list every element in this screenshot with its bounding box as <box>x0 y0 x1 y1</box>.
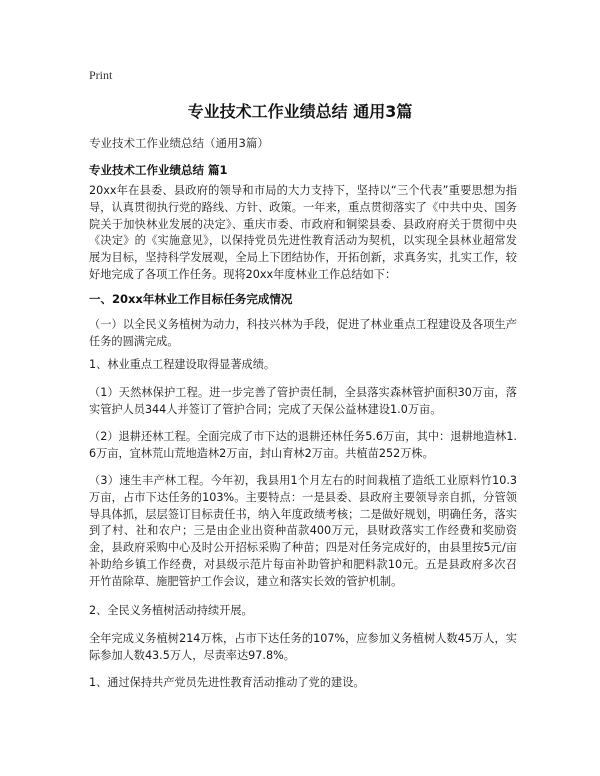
paragraph-2-text: 1、林业重点工程建设取得显著成绩。 <box>89 358 276 371</box>
heading-part-1: 一、20xx年林业工作目标任务完成情况 <box>89 292 293 306</box>
paragraph-3-text: （1）天然林保护工程。进一步完善了管护责任制，全县落实森林管护面积30万亩，落实管护人员344人并签订了管护合同；完成了天保公益林建设1.0万亩。 <box>89 386 517 416</box>
paragraph-7-text: 全年完成义务植树214万株，占市下达任务的107%，应参加义务植树人数45万人，实际参加人数43.5万人，尽责率达97.8%。 <box>89 632 517 662</box>
paragraph-2 <box>89 357 517 374</box>
print-link[interactable]: Print <box>89 68 113 82</box>
paragraph-7 <box>89 631 517 665</box>
paragraph-4-text: （2）退耕还林工程。全面完成了市下达的退耕还林任务5.6万亩，其中：退耕地造林1.6万亩，宜林荒山荒地造林2万亩，封山育林2万亩。共植苗252万株。 <box>89 430 517 460</box>
paragraph-8-text: 1、通过保持共产党员先进性教育活动推动了党的建设。 <box>89 676 365 689</box>
intro-paragraph <box>89 183 517 284</box>
paragraph-4 <box>89 429 517 463</box>
paragraph-5 <box>89 473 517 591</box>
document-title: 专业技术工作业绩总结 通用3篇 <box>187 102 413 121</box>
paragraph-6 <box>89 603 517 620</box>
paragraph-6-text: 2、全民义务植树活动持续开展。 <box>89 604 253 617</box>
intro-paragraph-text: 20xx年在县委、县政府的领导和市局的大力支持下，坚持以“三个代表”重要思想为指导，认真贯彻执行党的路线、方针、政策。一年来，重点贯彻落实了《中共中央、国务院关于加快林业发展的决定》、重庆市委、市政府和铜梁县委、县政府府关于贯彻中央《决定》的《实施意见》，以保持党员先进性教育活动为契机，以实现全县林业超常发展为目标，坚持科学发展观，全局上下团结协作，开拓创新，求真务实，扎实工作，较好地完成了各项工作任务。现将20xx年度林业工作总结如下： <box>89 184 517 281</box>
document-subtitle: 专业技术工作业绩总结（通用3篇） <box>89 136 269 150</box>
paragraph-8 <box>89 675 517 692</box>
paragraph-5-text: （3）速生丰产林工程。今年初，我县用1个月左右的时间栽植了造纸工业原料竹10.3万亩，占市下达任务的103%。主要特点：一是县委、县政府主要领导亲自抓，分管领导具体抓，层层签订目标责任书，纳入年度政绩考核；二是做好规划，明确任务，落实到了村、社和农户；三是由企业出资种苗款400万元，县财政落实工作经费和奖励资金，县政府采购中心及时公开招标采购了种苗；四是对任务完成好的，由县里按5元/亩补助给乡镇工作经费，对县级示范片每亩补助管护和肥料款10元。五是县政府多次召开竹苗除草、施肥管护工作会议，建立和落实长效的管护机制。 <box>89 474 517 588</box>
paragraph-3 <box>89 385 517 419</box>
paragraph-1 <box>89 317 517 351</box>
paragraph-1-text: （一）以全民义务植树为动力，科技兴林为手段，促进了林业重点工程建设及各项生产任务的圆满完成。 <box>89 318 517 348</box>
section-heading-article-1: 专业技术工作业绩总结 篇1 <box>89 163 228 177</box>
